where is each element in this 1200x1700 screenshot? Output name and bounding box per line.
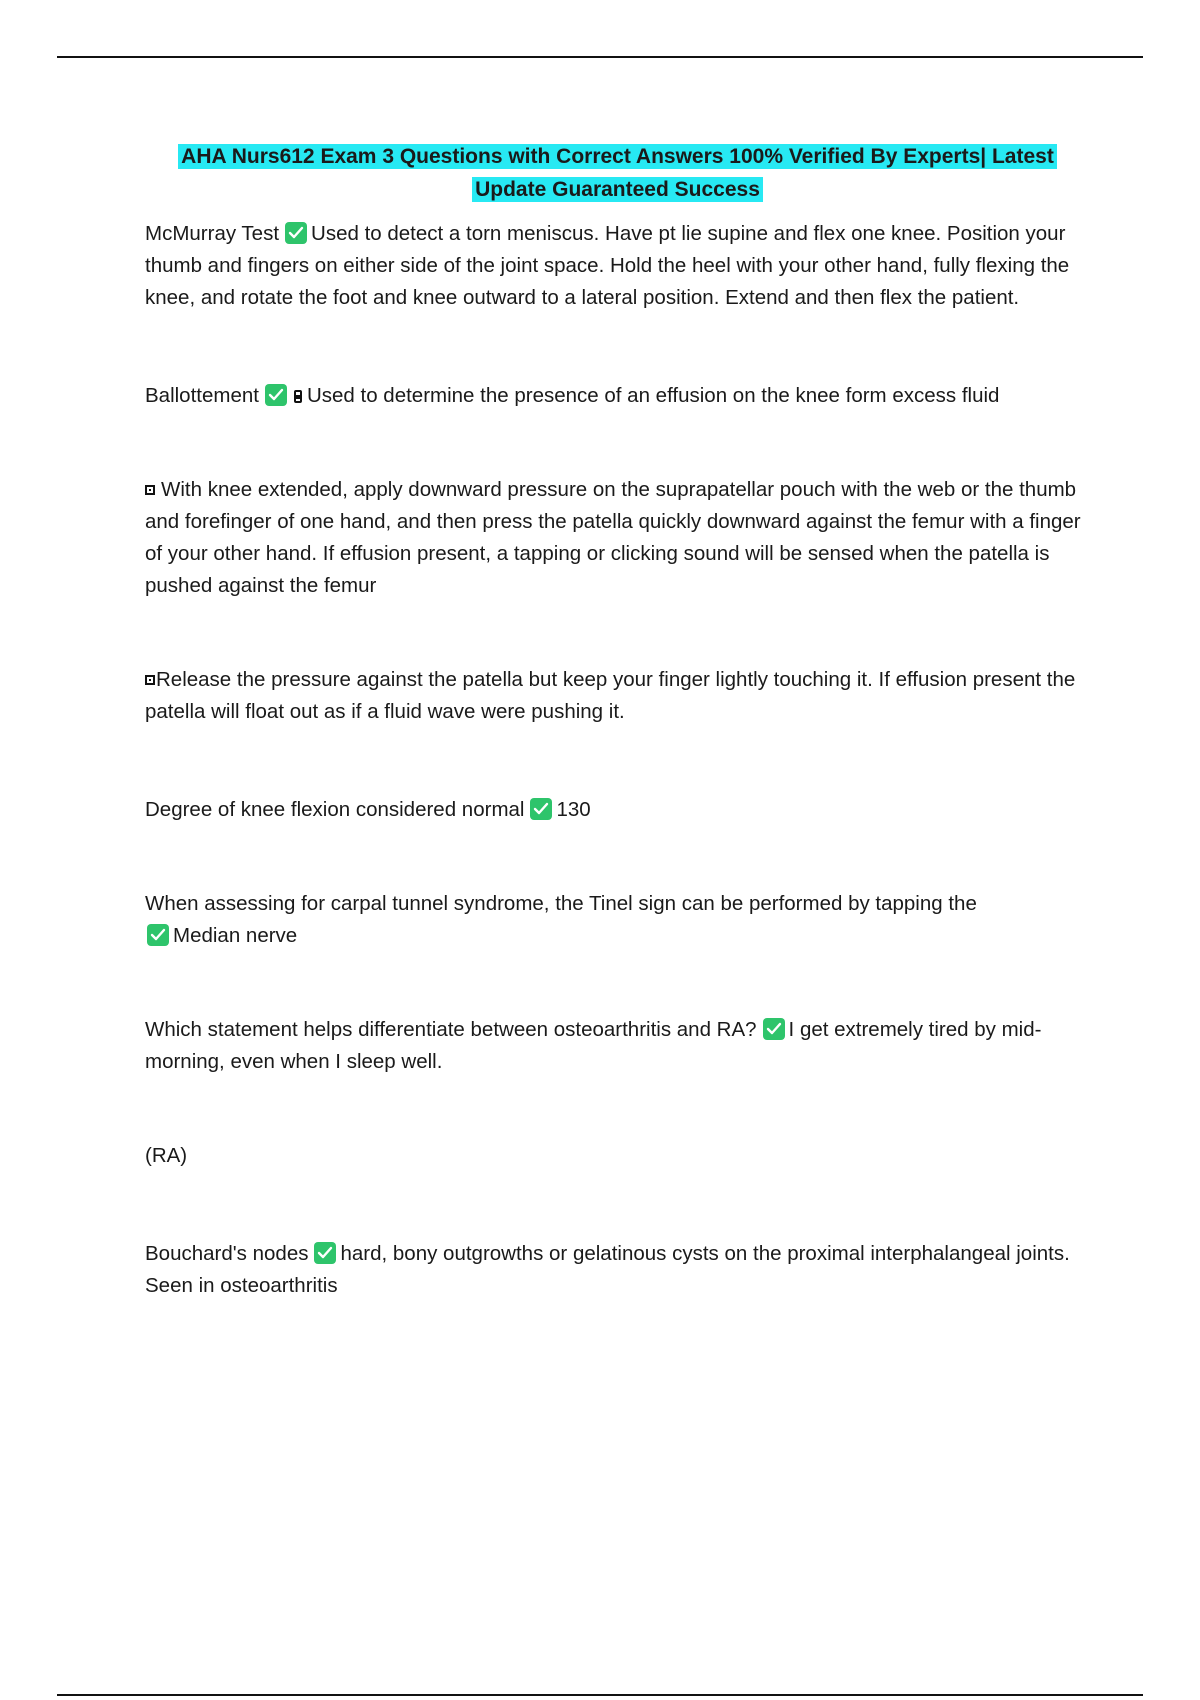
square-bullet-icon	[145, 675, 155, 685]
checkmark-icon	[763, 1018, 785, 1040]
checkmark-icon	[147, 924, 169, 946]
answer-text: 130	[556, 798, 591, 821]
bullet-text: Release the pressure against the patella but keep your finger lightly touching it. If effusion present the patella will float out as if a fluid wave were pushing it.	[145, 668, 1076, 723]
box-glyph-icon	[294, 390, 302, 403]
question-term: Ballottement	[145, 384, 259, 407]
bullet-text: With knee extended, apply downward pressure on the suprapatellar pouch with the web or the thumb and forefinger of one hand, and then press the patella quickly downward against the femur with a finger of your other hand. If effusion present, a tapping or clicking sound will be sensed when the patella is pushed against the femur	[145, 478, 1081, 597]
qa-item-knee-flexion	[145, 794, 1090, 826]
question-term: When assessing for carpal tunnel syndrome, the Tinel sign can be performed by tapping the	[145, 892, 977, 915]
note-ra	[145, 1140, 1090, 1172]
checkmark-icon	[530, 798, 552, 820]
answer-text: Median nerve	[173, 924, 298, 947]
question-term: Degree of knee flexion considered normal	[145, 798, 525, 821]
bullet-item-ballottement-step-1	[145, 474, 1090, 602]
answer-text: Used to determine the presence of an effusion on the knee form excess fluid	[306, 384, 1000, 407]
bullet-item-ballottement-step-2	[145, 664, 1090, 728]
checkmark-icon	[285, 222, 307, 244]
checkmark-icon	[314, 1242, 336, 1264]
question-term: Bouchard's nodes	[145, 1242, 309, 1265]
square-bullet-icon	[145, 485, 155, 495]
qa-item-bouchards-nodes	[145, 1238, 1090, 1302]
document-body	[145, 140, 1090, 1302]
footer-rule	[57, 1694, 1143, 1696]
question-term: McMurray Test	[145, 222, 280, 245]
header-rule	[57, 56, 1143, 58]
qa-item-tinel-sign	[145, 888, 1090, 952]
title-highlight: AHA Nurs612 Exam 3 Questions with Correct Answers 100% Verified By Experts| Latest Update Guaranteed Success	[178, 144, 1057, 202]
page-title	[145, 140, 1090, 206]
answer-text: Used to detect a torn meniscus. Have pt lie supine and flex one knee. Position your thumb and fingers on either side of the joint space. Hold the heel with your other hand, fully flexing the knee, and rotate the foot and knee outward to a lateral position. Extend and then flex the patient.	[145, 222, 1070, 309]
answer-text: hard, bony outgrowths or gelatinous cysts on the proximal interphalangeal joints. Seen in osteoarthritis	[145, 1242, 1070, 1297]
checkmark-icon	[265, 384, 287, 406]
qa-item-oa-vs-ra	[145, 1014, 1090, 1078]
question-term: Which statement helps differentiate between osteoarthritis and RA?	[145, 1018, 757, 1041]
qa-item-mcmurray	[145, 218, 1090, 314]
qa-item-ballottement	[145, 380, 1090, 412]
note-text: (RA)	[145, 1144, 188, 1167]
answer-text: I get extremely tired by mid-morning, even when I sleep well.	[145, 1018, 1042, 1073]
